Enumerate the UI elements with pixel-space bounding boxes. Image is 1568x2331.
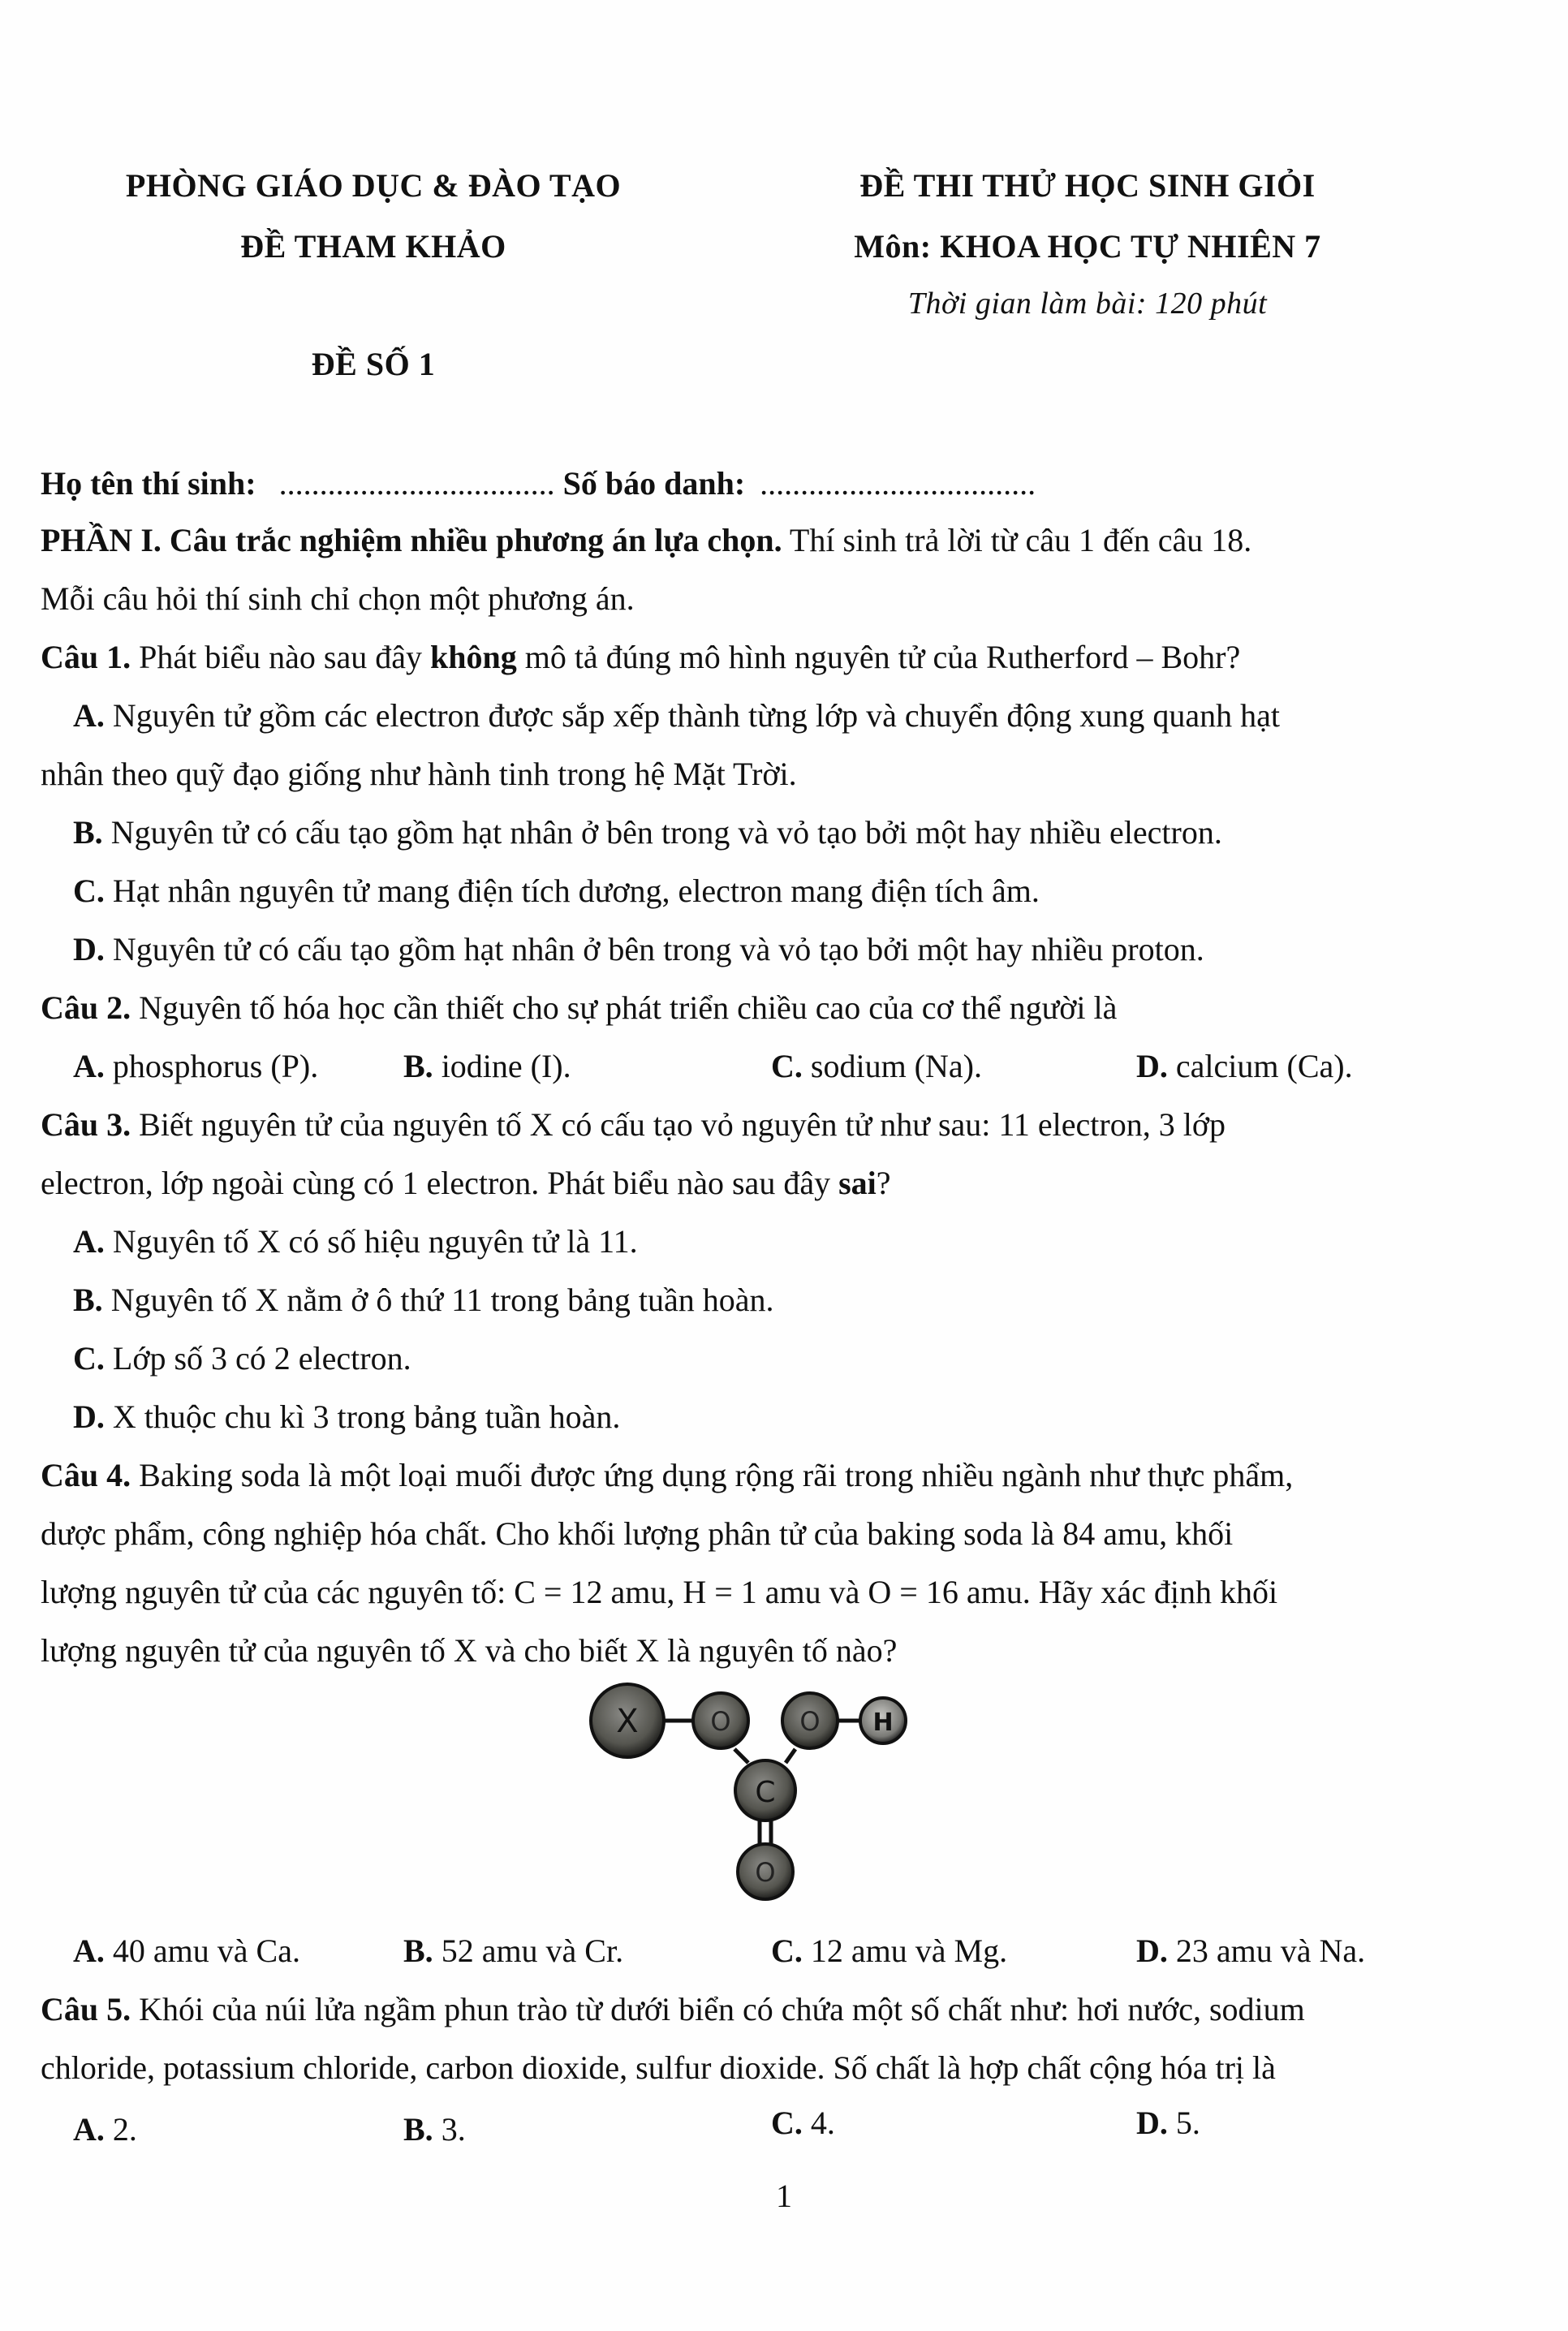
option-key: C. — [73, 1340, 105, 1377]
option-text: Lớp số 3 có 2 electron. — [104, 1340, 411, 1377]
question-5 — [41, 1990, 1305, 2029]
question-3 — [41, 1105, 1226, 1144]
q5-option-b[interactable] — [403, 2110, 466, 2149]
q1-option-a-continued: nhân theo quỹ đạo giống như hành tinh trong hệ Mặt Trời. — [41, 756, 797, 792]
q2-option-b[interactable] — [403, 1047, 571, 1086]
option-text: iodine (I). — [433, 1048, 571, 1084]
section-title — [41, 521, 1251, 560]
question-label: Câu 2. — [41, 989, 131, 1026]
option-text: 23 amu và Na. — [1167, 1932, 1366, 1969]
name-field[interactable]: .................................. — [278, 465, 555, 502]
q2-option-d[interactable] — [1136, 1047, 1353, 1086]
option-key: B. — [73, 814, 103, 851]
q3-option-a[interactable] — [73, 1222, 638, 1261]
q5-option-d[interactable] — [1136, 2104, 1200, 2143]
svg-text:X: X — [616, 1703, 639, 1740]
question-text: Biết nguyên tử của nguyên tố X có cấu tạo vỏ nguyên tử như sau: 11 electron, 3 lớp — [131, 1106, 1226, 1143]
option-key: B. — [403, 2111, 433, 2148]
option-text: Hạt nhân nguyên tử mang điện tích dương, electron mang điện tích âm. — [104, 873, 1040, 909]
option-text: Nguyên tử có cấu tạo gồm hạt nhân ở bên trong và vỏ tạo bởi một hay nhiều electron. — [102, 814, 1222, 851]
option-text: Nguyên tố X có số hiệu nguyên tử là 11. — [104, 1223, 638, 1260]
atom-o-left — [693, 1693, 748, 1748]
q1-option-b[interactable] — [73, 813, 1222, 852]
option-text: Nguyên tử có cấu tạo gồm hạt nhân ở bên trong và vỏ tạo bởi một hay nhiều proton. — [104, 931, 1204, 967]
option-text: 40 amu và Ca. — [104, 1932, 300, 1969]
q4-option-b[interactable] — [403, 1932, 623, 1971]
question-text: Phát biểu nào sau đây — [131, 639, 430, 675]
q1-option-a[interactable] — [73, 696, 1280, 735]
atom-c — [735, 1760, 795, 1820]
question-4 — [41, 1456, 1293, 1495]
option-text: 3. — [433, 2111, 466, 2148]
question-text: Nguyên tố hóa học cần thiết cho sự phát triển chiều cao của cơ thể người là — [131, 989, 1118, 1026]
option-key: A. — [73, 697, 105, 734]
q4-option-a[interactable] — [73, 1932, 300, 1971]
option-text: 4. — [802, 2105, 835, 2141]
option-key: C. — [771, 1932, 803, 1969]
atom-h — [860, 1698, 906, 1743]
question-4-line-3: lượng nguyên tử của các nguyên tố: C = 12 amu, H = 1 amu và O = 16 amu. Hãy xác định khối — [41, 1574, 1278, 1610]
atom-o-right — [782, 1693, 838, 1748]
name-label: Họ tên thí sinh: — [41, 465, 256, 502]
question-emphasis: không — [429, 639, 517, 675]
baking-soda-molecule-diagram — [568, 1680, 941, 1915]
atom-o-bottom — [738, 1844, 793, 1899]
question-text: Khói của núi lửa ngầm phun trào từ dưới biển có chứa một số chất như: hơi nước, sodium — [131, 1991, 1305, 2027]
q2-option-a[interactable] — [73, 1047, 318, 1086]
option-text: 2. — [104, 2111, 137, 2148]
svg-text:H: H — [872, 1708, 894, 1737]
reference-label: ĐỀ THAM KHẢO — [240, 228, 506, 265]
time-allowed: Thời gian làm bài: 120 phút — [907, 287, 1268, 321]
option-key: D. — [73, 931, 105, 967]
option-text: calcium (Ca). — [1167, 1048, 1353, 1084]
exam-number: ĐỀ SỐ 1 — [311, 346, 436, 382]
question-label: Câu 4. — [41, 1457, 131, 1493]
q3-option-b[interactable] — [73, 1281, 773, 1320]
question-emphasis: sai — [838, 1165, 877, 1201]
option-text: 5. — [1167, 2105, 1200, 2141]
option-key: A. — [73, 1932, 105, 1969]
q2-option-c[interactable] — [771, 1047, 982, 1086]
question-1 — [41, 638, 1240, 677]
q3-option-d[interactable] — [73, 1398, 620, 1437]
page-number: 1 — [776, 2178, 792, 2214]
id-label: Số báo danh: — [562, 465, 746, 502]
exam-title: ĐỀ THI THỬ HỌC SINH GIỎI — [859, 167, 1316, 204]
option-text: sodium (Na). — [802, 1048, 982, 1084]
question-4-line-4: lượng nguyên tử của nguyên tố X và cho biết X là nguyên tố nào? — [41, 1632, 898, 1669]
option-key: D. — [1136, 1932, 1168, 1969]
option-text: phosphorus (P). — [104, 1048, 319, 1084]
svg-text:C: C — [755, 1776, 776, 1809]
option-key: A. — [73, 2111, 105, 2148]
question-3-continued — [41, 1164, 891, 1203]
section-instruction-2: Mỗi câu hỏi thí sinh chỉ chọn một phương án. — [41, 580, 635, 617]
department-title: PHÒNG GIÁO DỤC & ĐÀO TẠO — [125, 167, 622, 204]
question-text: electron, lớp ngoài cùng có 1 electron. Phát biểu nào sau đây — [41, 1165, 839, 1201]
q3-option-c[interactable] — [73, 1339, 411, 1378]
option-text: Nguyên tố X nằm ở ô thứ 11 trong bảng tuần hoàn. — [102, 1282, 774, 1318]
option-key: C. — [771, 1048, 803, 1084]
question-text: Baking soda là một loại muối được ứng dụng rộng rãi trong nhiều ngành như thực phẩm, — [131, 1457, 1294, 1493]
candidate-form — [41, 464, 1036, 503]
id-field[interactable]: .................................. — [760, 465, 1036, 502]
option-text: X thuộc chu kì 3 trong bảng tuần hoàn. — [104, 1398, 621, 1435]
option-key: B. — [403, 1048, 433, 1084]
q1-option-c[interactable] — [73, 872, 1040, 911]
option-text: 52 amu và Cr. — [433, 1932, 624, 1969]
option-key: B. — [403, 1932, 433, 1969]
question-5-line-2: chloride, potassium chloride, carbon dioxide, sulfur dioxide. Số chất là hợp chất cộng hóa trị là — [41, 2049, 1276, 2086]
option-key: D. — [73, 1398, 105, 1435]
option-key: D. — [1136, 1048, 1168, 1084]
atom-x — [591, 1684, 664, 1757]
question-label: Câu 3. — [41, 1106, 131, 1143]
option-text: Nguyên tử gồm các electron được sắp xếp thành từng lớp và chuyển động xung quanh hạt — [104, 697, 1280, 734]
option-key: A. — [73, 1223, 105, 1260]
section-instruction: Thí sinh trả lời từ câu 1 đến câu 18. — [782, 522, 1252, 558]
svg-text:O: O — [799, 1706, 821, 1737]
q4-option-c[interactable] — [771, 1932, 1007, 1971]
question-label: Câu 5. — [41, 1991, 131, 2027]
question-4-line-2: dược phẩm, công nghiệp hóa chất. Cho khối lượng phân tử của baking soda là 84 amu, khối — [41, 1515, 1234, 1552]
option-text: 12 amu và Mg. — [802, 1932, 1008, 1969]
subject-title: Môn: KHOA HỌC TỰ NHIÊN 7 — [854, 228, 1321, 265]
svg-text:O: O — [755, 1857, 776, 1888]
question-label: Câu 1. — [41, 639, 131, 675]
svg-text:O: O — [710, 1706, 731, 1737]
option-key: A. — [73, 1048, 105, 1084]
q5-option-c[interactable] — [771, 2104, 835, 2143]
section-heading: PHẦN I. Câu trắc nghiệm nhiều phương án lựa chọn. — [41, 522, 782, 558]
option-key: D. — [1136, 2105, 1168, 2141]
option-key: B. — [73, 1282, 103, 1318]
q5-option-a[interactable] — [73, 2110, 137, 2149]
q4-option-d[interactable] — [1136, 1932, 1365, 1971]
question-2 — [41, 989, 1117, 1028]
option-key: C. — [771, 2105, 803, 2141]
question-text: ? — [876, 1165, 891, 1201]
q1-option-d[interactable] — [73, 930, 1204, 969]
question-text: mô tả đúng mô hình nguyên tử của Rutherford – Bohr? — [516, 639, 1241, 675]
option-key: C. — [73, 873, 105, 909]
